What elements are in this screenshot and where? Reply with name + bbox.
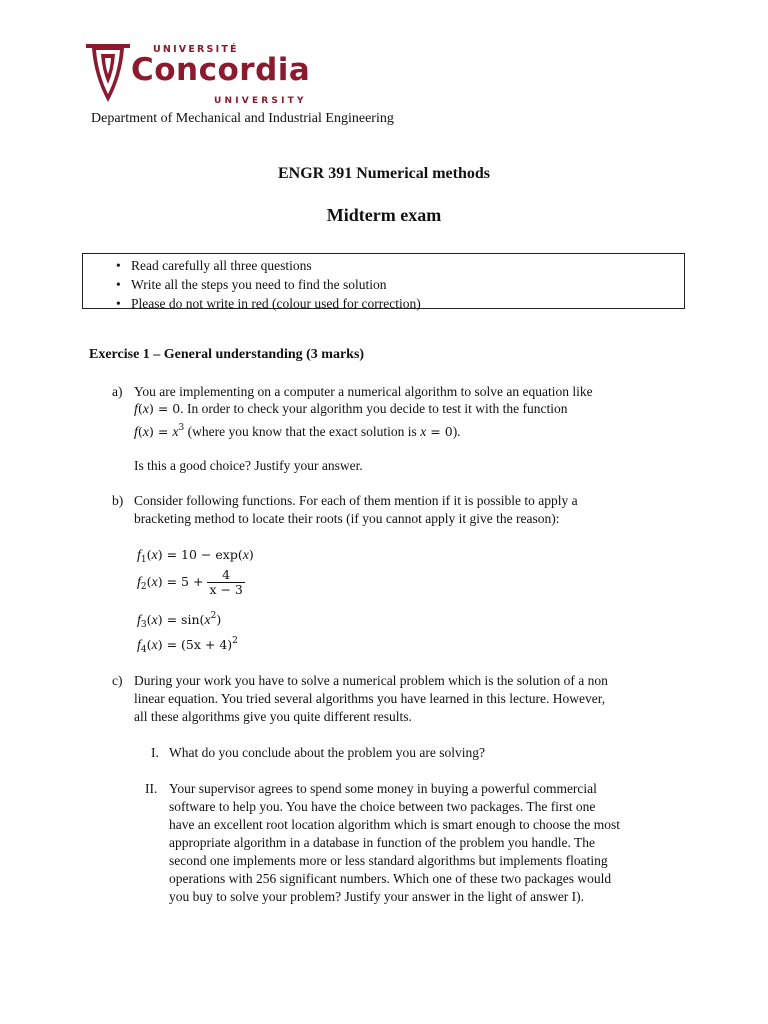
subquestion-ii-line: operations with 256 significant numbers. Which one of these two packages would [169, 871, 612, 886]
question-b-line2: bracketing method to locate their roots (if you cannot apply it give the reason): [134, 511, 560, 526]
subquestion-ii-line: second one implements more or less standard algorithms but implements floating [169, 853, 608, 868]
subquestion-ii-line: appropriate algorithm in a database in function of the problem you handle. The [169, 835, 595, 850]
question-a-line1: You are implementing on a computer a numerical algorithm to solve an equation like [134, 384, 593, 399]
subquestion-ii-line: Your supervisor agrees to spend some money in buying a powerful commercial [169, 781, 597, 796]
instructions-box [82, 253, 685, 309]
question-c-label: c) [112, 673, 123, 688]
subquestion-i-text: What do you conclude about the problem you are solving? [169, 745, 486, 760]
function-f1: $f_1(x) = 10 - \exp(x)$ [137, 547, 254, 565]
equation-x-zero: x = 0 [420, 424, 453, 440]
instruction-item: • Please do not write in red (colour used for correction) [116, 296, 421, 311]
exam-title: Midterm exam [326, 205, 442, 225]
logo-wordmark: Concordia [131, 52, 311, 88]
subquestion-ii-line: software to help you. You have the choice between two packages. The first one [169, 799, 596, 814]
question-c-line: all these algorithms give you quite different results. [134, 709, 412, 724]
subquestion-ii-label: II. [145, 781, 158, 796]
instruction-item: • Read carefully all three questions [116, 258, 312, 273]
subquestion-ii-line: have an excellent root location algorithm which is smart enough to choose the most [169, 817, 621, 832]
function-f2: $f_2(x) = 5$ + $\frac{4}{x - 3}$ [137, 567, 243, 597]
question-b-label: b) [112, 493, 124, 508]
instruction-item: • Write all the steps you need to find the solution [116, 277, 387, 292]
question-a-label: a) [112, 384, 123, 399]
course-title: ENGR 391 Numerical methods [278, 165, 490, 182]
department: Department of Mechanical and Industrial Engineering [91, 111, 394, 126]
equation-fx-zero: f(x) = 0 [134, 401, 181, 417]
function-f4: $f_4(x) = (5x + 4)^2$ [137, 636, 238, 655]
equation-fx-cube: $f(x) = x^3$ [134, 423, 185, 440]
question-b-line1: Consider following functions. For each of them mention if it is possible to apply a [134, 493, 578, 508]
subquestion-ii-line: you buy to solve your problem? Justify your answer in the light of answer I). [169, 889, 585, 904]
question-a-line3: $f(x) = x^3$ (where you know that the exact solution is x = 0). [134, 423, 461, 440]
question-c-line: During your work you have to solve a numerical problem which is the solution of a non [134, 673, 608, 688]
exercise-1-heading: Exercise 1 – General understanding (3 marks) [89, 347, 365, 362]
subquestion-i-label: I. [151, 745, 159, 760]
function-f3: $f_3(x) = \sin(x^2)$ [137, 611, 222, 630]
logo-top-text: UNIVERSITÉ [153, 44, 239, 55]
question-a-prompt: Is this a good choice? Justify your answer. [134, 458, 363, 473]
logo-bottom-text: UNIVERSITY [214, 96, 307, 106]
question-c-line: linear equation. You tried several algorithms you have learned in this lecture. However, [134, 691, 606, 706]
question-a-line2: f(x) = 0. In order to check your algorithm you decide to test it with the function [134, 401, 568, 417]
